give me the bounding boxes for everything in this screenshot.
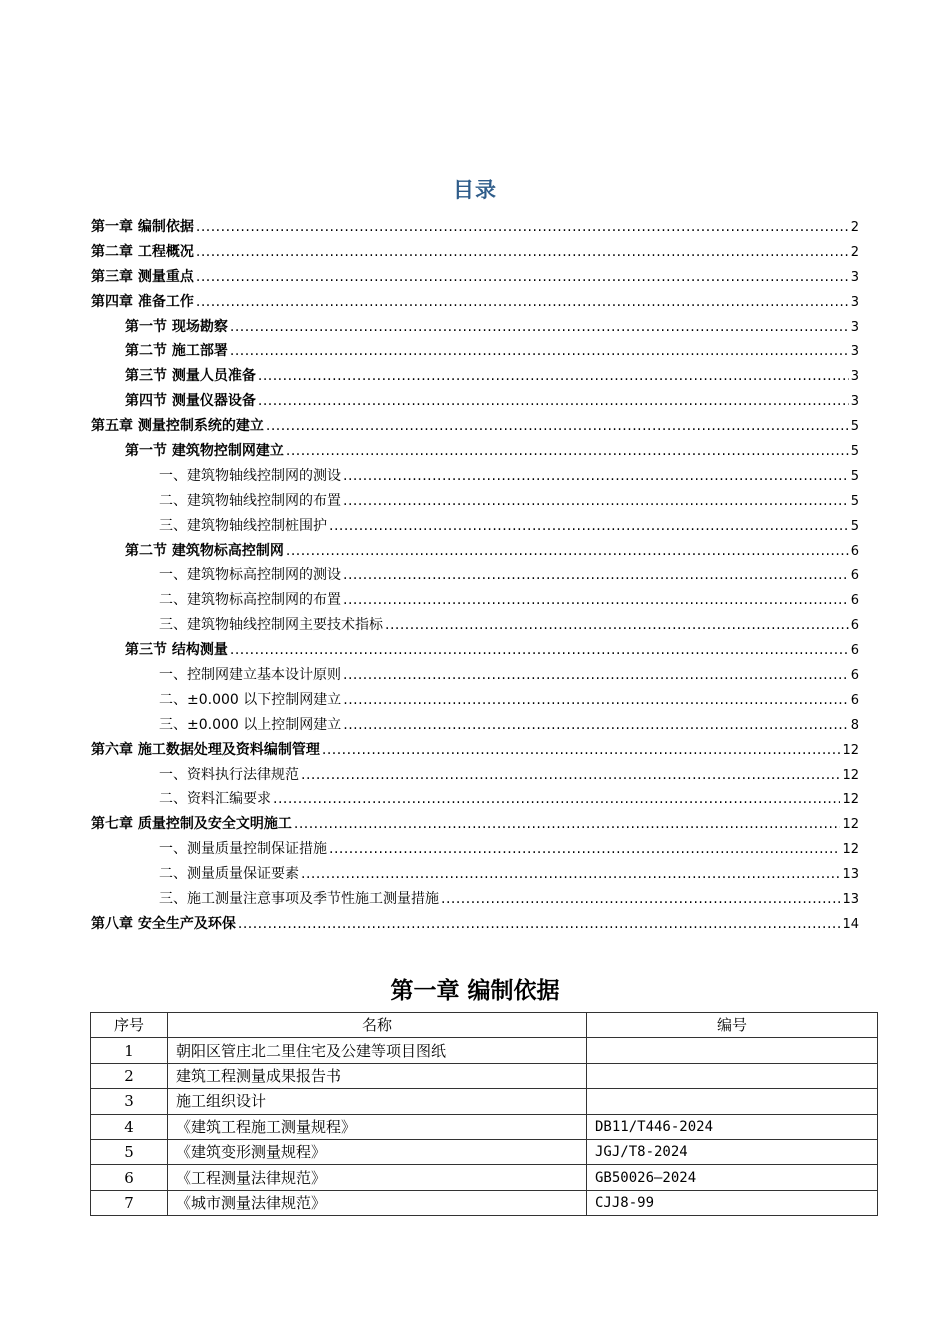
toc-entry-label: 三、建筑物轴线控制桩围护	[159, 517, 327, 534]
toc-entry-label: 第七章 质量控制及安全文明施工	[91, 816, 292, 833]
row-index: 7	[91, 1190, 168, 1215]
toc-leader-dots	[343, 464, 849, 489]
toc-title: 目录	[453, 178, 497, 202]
toc-entry-page: 2	[850, 244, 859, 260]
table-row	[91, 1165, 878, 1190]
toc-leader-dots	[196, 265, 849, 290]
toc-leader-dots	[286, 439, 849, 464]
toc-entry[interactable]	[91, 439, 859, 464]
toc-entry-page: 6	[850, 568, 859, 584]
toc-entry-page: 6	[850, 543, 859, 559]
toc-entry-label: 二、建筑物轴线控制网的布置	[159, 492, 341, 509]
header-code: 编号	[587, 1013, 878, 1038]
toc-entry-page: 12	[842, 792, 859, 808]
row-name: 施工组织设计	[168, 1089, 587, 1114]
toc-entry[interactable]	[91, 265, 859, 290]
toc-entry[interactable]	[91, 339, 859, 364]
toc-entry[interactable]	[91, 812, 859, 837]
header-name: 名称	[168, 1013, 587, 1038]
table-of-contents	[91, 215, 859, 937]
toc-leader-dots	[230, 339, 849, 364]
toc-entry-label: 二、资料汇编要求	[159, 791, 271, 808]
toc-entry[interactable]	[91, 215, 859, 240]
toc-leader-dots	[266, 414, 849, 439]
toc-entry[interactable]	[91, 613, 859, 638]
table-row	[91, 1190, 878, 1215]
row-index: 5	[91, 1139, 168, 1164]
row-code	[587, 1089, 878, 1114]
toc-entry-page: 3	[850, 294, 859, 310]
toc-entry-page: 14	[842, 916, 859, 932]
toc-entry[interactable]	[91, 364, 859, 389]
toc-entry[interactable]	[91, 738, 859, 763]
row-code	[587, 1063, 878, 1088]
toc-entry-label: 一、建筑物轴线控制网的测设	[159, 467, 341, 484]
toc-entry[interactable]	[91, 514, 859, 539]
toc-entry[interactable]	[91, 688, 859, 713]
toc-entry-page: 3	[850, 269, 859, 285]
toc-entry-label: 二、测量质量保证要素	[159, 866, 299, 883]
toc-entry-page: 13	[842, 867, 859, 883]
toc-entry-page: 12	[842, 742, 859, 758]
row-name: 《建筑变形测量规程》	[168, 1139, 587, 1164]
toc-entry-label: 第一章 编制依据	[91, 219, 194, 235]
table-row	[91, 1139, 878, 1164]
toc-entry-label: 第一节 建筑物控制网建立	[125, 443, 284, 460]
toc-entry-label: 第二节 建筑物标高控制网	[125, 542, 284, 559]
toc-leader-dots	[343, 688, 848, 713]
toc-entry[interactable]	[91, 663, 859, 688]
toc-leader-dots	[230, 638, 849, 663]
toc-entry-label: 第二章 工程概况	[91, 243, 194, 260]
toc-entry-label: 一、测量质量控制保证措施	[159, 841, 327, 858]
toc-entry[interactable]	[91, 837, 859, 862]
toc-entry-page: 6	[850, 692, 859, 708]
toc-entry[interactable]	[91, 414, 859, 439]
toc-leader-dots	[322, 738, 841, 763]
header-index: 序号	[91, 1013, 168, 1038]
toc-leader-dots	[258, 364, 849, 389]
table-header-row	[91, 1013, 878, 1038]
toc-leader-dots	[329, 514, 849, 539]
toc-leader-dots	[301, 862, 840, 887]
toc-entry-label: 第三节 测量人员准备	[125, 368, 256, 385]
toc-leader-dots	[273, 787, 840, 812]
toc-entry-label: 三、建筑物轴线控制网主要技术指标	[159, 617, 383, 634]
toc-entry-page: 13	[842, 892, 859, 908]
toc-leader-dots	[258, 389, 849, 414]
toc-entry-label: 二、±0.000 以下控制网建立	[159, 691, 342, 708]
toc-entry-page: 12	[842, 767, 859, 783]
row-index: 4	[91, 1114, 168, 1139]
row-name: 建筑工程测量成果报告书	[168, 1063, 587, 1088]
toc-entry-label: 二、建筑物标高控制网的布置	[159, 592, 341, 609]
toc-entry-page: 5	[850, 419, 859, 435]
toc-entry[interactable]	[91, 290, 859, 315]
toc-entry-label: 第一节 现场勘察	[125, 318, 228, 335]
toc-entry-page: 12	[842, 817, 859, 833]
toc-entry-label: 第三节 结构测量	[125, 642, 228, 659]
toc-entry-page: 5	[850, 444, 859, 460]
toc-entry-label: 三、±0.000 以上控制网建立	[159, 716, 342, 733]
toc-leader-dots	[238, 912, 841, 937]
toc-entry-page: 5	[850, 518, 859, 534]
toc-leader-dots	[343, 588, 849, 613]
toc-entry-label: 第八章 安全生产及环保	[91, 915, 236, 932]
toc-entry[interactable]	[91, 563, 859, 588]
toc-leader-dots	[301, 763, 840, 788]
toc-entry-page: 3	[850, 394, 859, 410]
toc-entry-page: 2	[850, 220, 859, 235]
toc-entry-label: 一、资料执行法律规范	[159, 766, 299, 783]
toc-entry-page: 12	[842, 842, 859, 858]
toc-leader-dots	[441, 887, 840, 912]
row-index: 6	[91, 1165, 168, 1190]
toc-entry-page: 6	[850, 643, 859, 659]
toc-entry[interactable]	[91, 240, 859, 265]
toc-entry-label: 第四章 准备工作	[91, 293, 194, 310]
toc-leader-dots	[329, 837, 840, 862]
table-row	[91, 1038, 878, 1063]
row-code	[587, 1038, 878, 1063]
toc-entry-page: 6	[850, 668, 859, 684]
row-index: 3	[91, 1089, 168, 1114]
toc-leader-dots	[230, 315, 849, 340]
row-code: GB50026—2024	[587, 1165, 878, 1190]
toc-entry-label: 第五章 测量控制系统的建立	[91, 418, 264, 435]
toc-entry[interactable]	[91, 912, 859, 937]
toc-entry-label: 第六章 施工数据处理及资料编制管理	[91, 741, 320, 758]
toc-leader-dots	[294, 812, 841, 837]
toc-leader-dots	[196, 215, 849, 240]
toc-entry[interactable]	[91, 464, 859, 489]
table-row	[91, 1063, 878, 1088]
row-name: 《工程测量法律规范》	[168, 1165, 587, 1190]
toc-entry-page: 3	[850, 319, 859, 335]
toc-entry[interactable]	[91, 588, 859, 613]
toc-leader-dots	[343, 563, 849, 588]
toc-entry-label: 一、控制网建立基本设计原则	[159, 667, 341, 684]
toc-entry[interactable]	[91, 315, 859, 340]
toc-entry-page: 8	[850, 717, 859, 733]
row-name: 朝阳区管庄北二里住宅及公建等项目图纸	[168, 1038, 587, 1063]
row-code: CJJ8-99	[587, 1190, 878, 1215]
toc-entry-label: 三、施工测量注意事项及季节性施工测量措施	[159, 891, 439, 908]
toc-entry-label: 第二节 施工部署	[125, 343, 228, 360]
row-name: 《城市测量法律规范》	[168, 1190, 587, 1215]
toc-entry[interactable]	[91, 489, 859, 514]
toc-leader-dots	[196, 240, 849, 265]
row-index: 2	[91, 1063, 168, 1088]
toc-entry-page: 6	[850, 593, 859, 609]
toc-entry-label: 第三章 测量重点	[91, 268, 194, 285]
chapter-title: 第一章 编制依据	[390, 977, 560, 1004]
toc-leader-dots	[286, 539, 849, 564]
toc-leader-dots	[343, 489, 849, 514]
row-code: JGJ/T8-2024	[587, 1139, 878, 1164]
toc-entry[interactable]	[91, 763, 859, 788]
toc-entry-page: 5	[850, 493, 859, 509]
toc-entry[interactable]	[91, 887, 859, 912]
toc-entry[interactable]	[91, 539, 859, 564]
row-index: 1	[91, 1038, 168, 1063]
toc-entry-page: 6	[850, 618, 859, 634]
table-row	[91, 1114, 878, 1139]
toc-entry[interactable]	[91, 787, 859, 812]
toc-entry[interactable]	[91, 713, 859, 738]
toc-entry[interactable]	[91, 638, 859, 663]
toc-entry[interactable]	[91, 862, 859, 887]
row-code: DB11/T446-2024	[587, 1114, 878, 1139]
toc-leader-dots	[385, 613, 849, 638]
toc-leader-dots	[343, 713, 848, 738]
toc-entry-page: 3	[850, 369, 859, 385]
toc-entry-label: 一、建筑物标高控制网的测设	[159, 567, 341, 584]
toc-entry-page: 5	[850, 468, 859, 484]
toc-entry-page: 3	[850, 344, 859, 360]
table-row	[91, 1089, 878, 1114]
row-name: 《建筑工程施工测量规程》	[168, 1114, 587, 1139]
toc-leader-dots	[343, 663, 849, 688]
toc-entry-label: 第四节 测量仪器设备	[125, 393, 256, 410]
references-table	[90, 1012, 878, 1216]
toc-leader-dots	[196, 290, 849, 315]
toc-entry[interactable]	[91, 389, 859, 414]
